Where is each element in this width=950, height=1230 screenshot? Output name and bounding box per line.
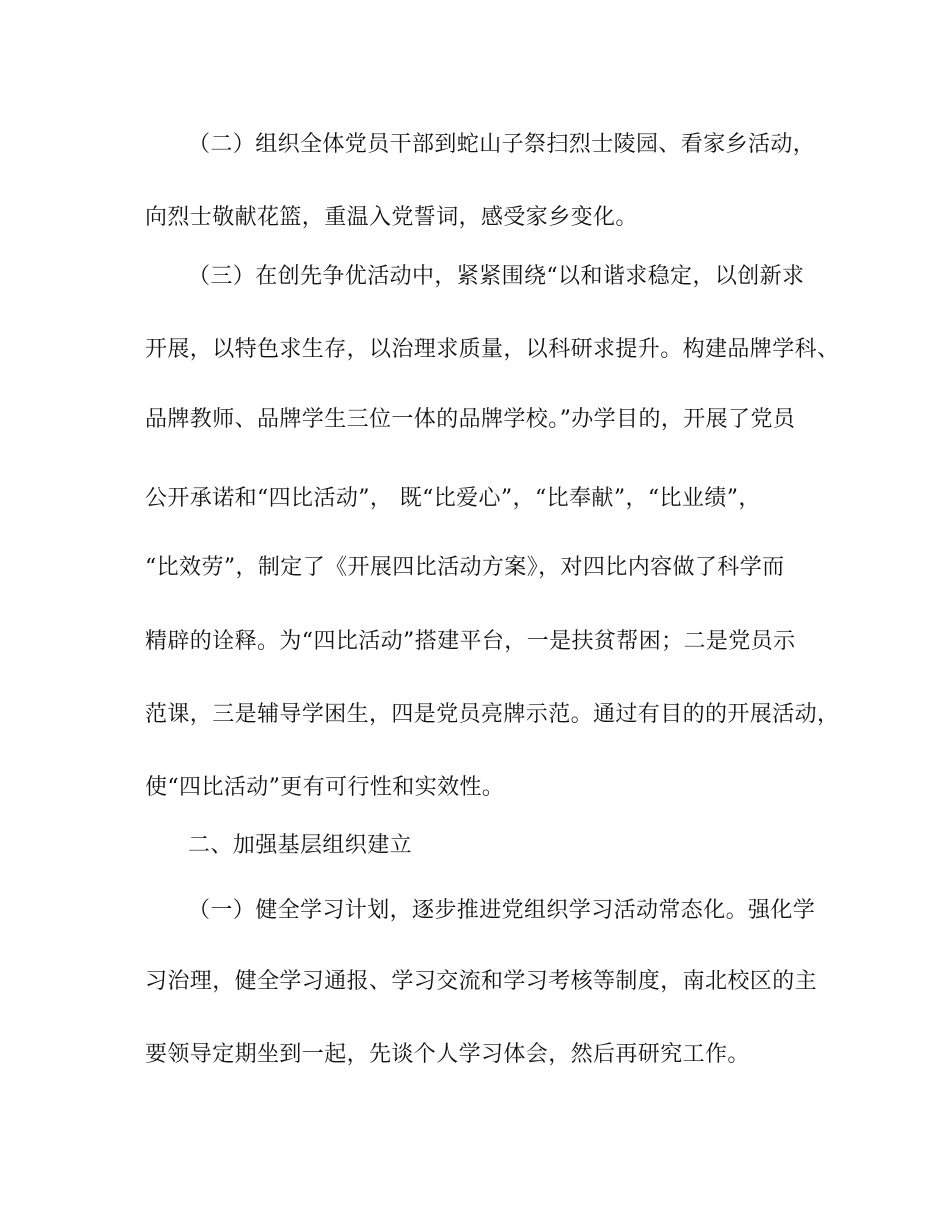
section-heading: 二、加强基层组织建立 bbox=[188, 833, 413, 858]
paragraph-3-line-8: 使“四比活动”更有可行性和实效性。 bbox=[145, 775, 505, 800]
paragraph-2-line-1: （二）组织全体党员干部到蛇山子祭扫烈士陵园、看家乡活动， bbox=[188, 132, 816, 157]
paragraph-2-line-2: 向烈士敬献花篮，重温入党誓词，感受家乡变化。 bbox=[145, 205, 638, 230]
paragraph-4-line-2: 习治理，健全学习通报、学习交流和学习考核等制度，南北校区的主 bbox=[145, 969, 818, 994]
paragraph-4-line-3: 要领导定期坐到一起，先谈个人学习体会，然后再研究工作。 bbox=[145, 1042, 750, 1067]
paragraph-3-line-5: “比效劳”，制定了《开展四比活动方案》，对四比内容做了科学而 bbox=[145, 555, 785, 580]
paragraph-3-line-4: 公开承诺和“四比活动”， 既“比爱心”，“比奉献”，“比业绩”， bbox=[145, 486, 761, 511]
paragraph-3-line-1: （三）在创先争优活动中，紧紧围绕“以和谐求稳定，以创新求 bbox=[188, 264, 805, 289]
paragraph-4-line-1: （一）健全学习计划，逐步推进党组织学习活动常态化。强化学 bbox=[188, 898, 816, 923]
paragraph-3-line-6: 精辟的诠释。为“四比活动”搭建平台，一是扶贫帮困；二是党员示 bbox=[145, 629, 796, 654]
paragraph-3-line-7: 范课，三是辅导学困生，四是党员亮牌示范。通过有目的的开展活动， bbox=[145, 702, 840, 727]
paragraph-3-line-2: 开展，以特色求生存，以治理求质量，以科研求提升。构建品牌学科、 bbox=[145, 337, 840, 362]
paragraph-3-line-3: 品牌教师、品牌学生三位一体的品牌学校。”办学目的，开展了党员 bbox=[145, 407, 796, 432]
